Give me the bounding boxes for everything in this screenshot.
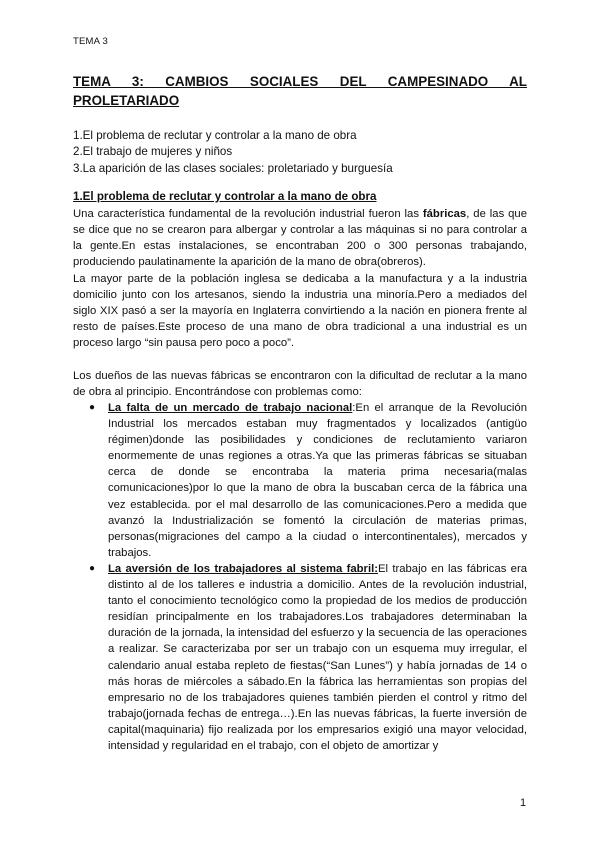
- bullet-icon: ●: [89, 402, 96, 413]
- bullet-heading: La aversión de los trabajadores al sistema fabril:: [108, 562, 378, 575]
- table-of-contents: [73, 128, 393, 177]
- paragraph: La mayor parte de la población inglesa se dedicaba a la manufactura y a la industria domicilio junto con los artesanos, siendo la industria una minoría.Pero a mediados del siglo XIX pasó a ser la mayoría en Inglaterra convirtiendo a la nación en pionera frente al resto de países.Este proceso de una mano de obra tradicional a una industrial es un proceso largo “sin pausa pero poco a poco”.: [73, 273, 527, 350]
- paragraph: Los dueños de las nuevas fábricas se encontraron con la dificultad de reclutar a la mano de obra al principio. Encontrándose con problemas como:: [73, 370, 527, 399]
- bullet-text: :En el arranque de la Revolución Industrial los mercados estaban muy fragmentados y localizados (antigüo régimen)donde las posibilidades y condiciones de reclutamiento variaron enormemente de unas regiones a otras.Ya que las primeras fábricas se situaban cerca de donde se encontraba la materia prima necesaria(malas comunicaciones)por lo que la mano de obra la buscaban cerca de la fábrica una vez establecida. por el mal desarrollo de las comunicaciones.Pero a medida que avanzó la Industrialización se fomentó la circulación de materias primas, personas(migraciones del campo a la ciudad o intercontinentales), mercados y trabajos.: [108, 402, 527, 559]
- title-line-2: PROLETARIADO: [73, 93, 180, 108]
- bold-term: fábricas: [422, 208, 467, 220]
- bullet-list: [73, 400, 527, 754]
- paragraph: [73, 206, 527, 270]
- bullet-icon: ●: [89, 562, 96, 574]
- title-line-1: TEMA 3: CAMBIOS SOCIALES DEL CAMPESINADO AL: [73, 74, 527, 89]
- paragraph-text: Una característica fundamental de la revolución industrial fueron las: [73, 208, 423, 220]
- bullet-text: El trabajo en las fábricas era distinto al de los talleres e industria a domicilio. Antes de la revolución industrial, tanto el conocimiento tecnológico como la propiedad de los medios de producción residían principalmente en los trabajadores.Los trabajadores determinaban la duración de la jornada, la intensidad del esfuerzo y la secuencia de las operaciones a realizar. Se caracterizaba por ser un trabajo con un esquema muy irregular, el calendario anual estaba repleto de fiestas(“San Lunes”) y había jornadas de 14 o más horas de miércoles a sábado.En la fábrica las herramientas son propias del empresario no de los trabajadores quienes también pierden el control y ritmo del trabajo(jornada fechas de entrega…).En las nuevas fábricas, la fuerte inversión de capital(maquinaria) fijo realizada por los empresarios exigió una mayor velocidad, intensidad y regularidad en el trabajo, con el objeto de amortizar y: [108, 562, 527, 752]
- list-item: [73, 561, 527, 754]
- list-item: [73, 400, 527, 561]
- toc-item: 1.El problema de reclutar y controlar a la mano de obra: [73, 129, 357, 142]
- paragraph-text: , de las que se dice que no se crearon para albergar y controlar a las máquinas si no para controlar a la gente.En estas instalaciones, se encontraban 200 o 300 personas trabajando, produciendo paulatinamente la aparición de la mano de obra(obreros).: [73, 208, 527, 269]
- toc-item: 2.El trabajo de mujeres y niños: [73, 145, 233, 159]
- page-header: TEMA 3: [73, 36, 108, 47]
- bullet-heading: La falta de un mercado de trabajo nacional: [108, 402, 353, 414]
- document-title: [73, 72, 527, 110]
- toc-item: 3.La aparición de las clases sociales: proletariado y burguesía: [73, 161, 393, 175]
- section-heading: 1.El problema de reclutar y controlar a la mano de obra: [73, 190, 377, 203]
- page-number: 1: [520, 797, 527, 809]
